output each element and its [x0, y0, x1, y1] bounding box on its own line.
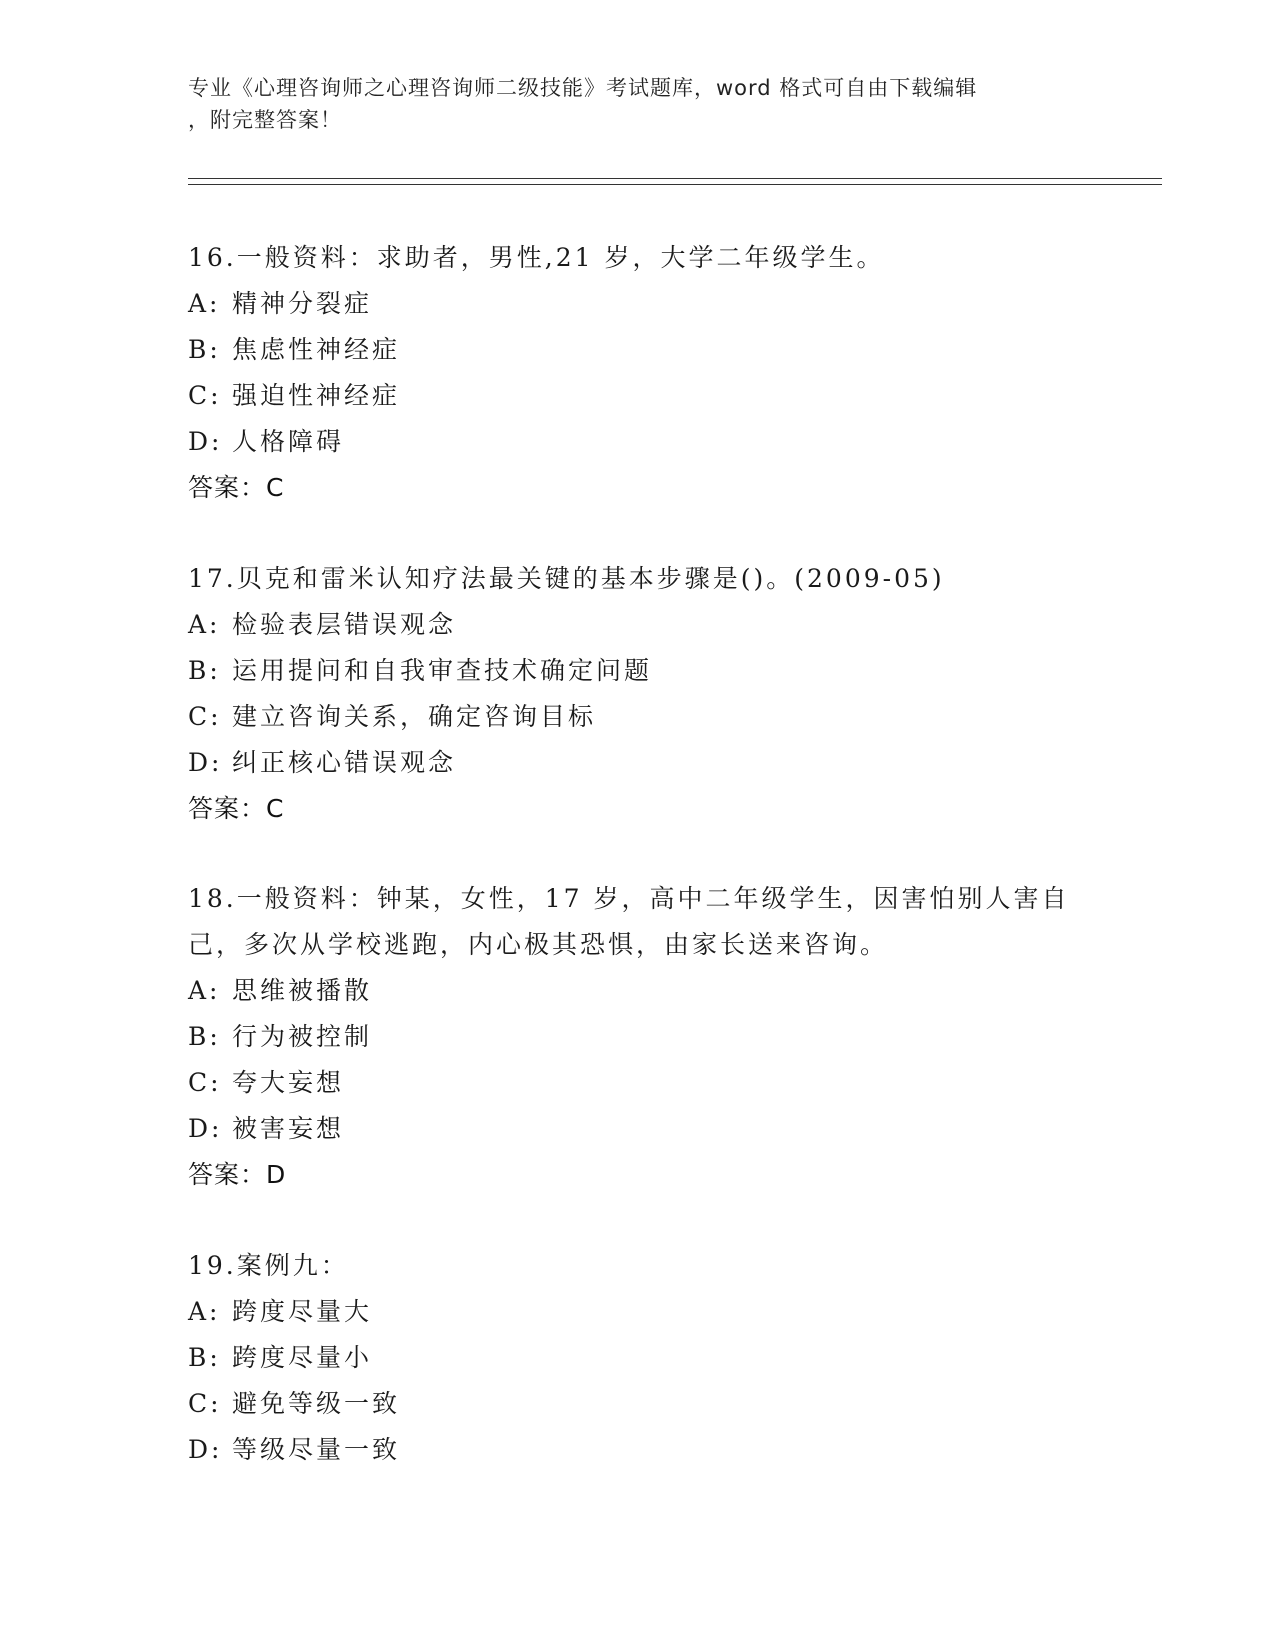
option-text: 跨度尽量小: [232, 1343, 373, 1372]
option-c: [188, 694, 1128, 740]
option-letter: C:: [188, 702, 222, 731]
option-b: [188, 327, 1128, 373]
option-letter: A:: [188, 976, 221, 1005]
question-stem-line-1: 18.一般资料：钟某，女性，17 岁，高中二年级学生，因害怕别人害自: [188, 884, 1070, 913]
option-text: 跨度尽量大: [232, 1297, 373, 1326]
question-stem: 19.案例九：: [188, 1251, 349, 1280]
question-19: [188, 1243, 1128, 1473]
answer-text: 答案：C: [188, 473, 285, 502]
option-d: [188, 1106, 1128, 1152]
option-text: 纠正核心错误观念: [232, 748, 457, 777]
question-17: [188, 556, 1128, 832]
question-16: [188, 235, 1128, 511]
option-text: 精神分裂症: [232, 289, 373, 318]
option-letter: C:: [188, 1068, 222, 1097]
option-text: 避免等级一致: [232, 1389, 401, 1418]
option-c: [188, 1060, 1128, 1106]
option-letter: B:: [188, 335, 221, 364]
header-rule-top: [188, 178, 1162, 179]
option-a: [188, 1289, 1128, 1335]
option-c: [188, 373, 1128, 419]
option-a: [188, 968, 1128, 1014]
document-header: [188, 72, 1088, 136]
option-text: 强迫性神经症: [232, 381, 401, 410]
option-text: 行为被控制: [232, 1022, 373, 1051]
option-a: [188, 281, 1128, 327]
option-c: [188, 1381, 1128, 1427]
option-letter: B:: [188, 1343, 221, 1372]
question-stem: 16.一般资料：求助者，男性,21 岁，大学二年级学生。: [188, 243, 885, 272]
question-stem-line-2: 己，多次从学校逃跑，内心极其恐惧，由家长送来咨询。: [188, 930, 889, 959]
option-letter: A:: [188, 289, 221, 318]
option-text: 运用提问和自我审查技术确定问题: [232, 656, 653, 685]
option-letter: D:: [188, 1114, 223, 1143]
option-text: 焦虑性神经症: [232, 335, 401, 364]
header-rule-bottom: [188, 184, 1162, 185]
option-text: 检验表层错误观念: [232, 610, 457, 639]
option-letter: B:: [188, 1022, 221, 1051]
option-text: 思维被播散: [232, 976, 373, 1005]
option-letter: A:: [188, 1297, 221, 1326]
option-b: [188, 648, 1128, 694]
option-letter: D:: [188, 1435, 223, 1464]
question-stem: 17.贝克和雷米认知疗法最关键的基本步骤是()。(2009-05): [188, 564, 945, 593]
question-18: [188, 876, 1128, 1198]
option-text: 被害妄想: [232, 1114, 345, 1143]
option-letter: B:: [188, 656, 221, 685]
option-a: [188, 602, 1128, 648]
option-letter: C:: [188, 1389, 222, 1418]
header-line-2: ，附完整答案！: [188, 108, 342, 132]
option-d: [188, 740, 1128, 786]
option-d: [188, 1427, 1128, 1473]
option-b: [188, 1335, 1128, 1381]
option-text: 建立咨询关系，确定咨询目标: [232, 702, 597, 731]
answer-text: 答案：C: [188, 794, 285, 823]
option-letter: C:: [188, 381, 222, 410]
option-b: [188, 1014, 1128, 1060]
option-letter: D:: [188, 748, 223, 777]
option-text: 等级尽量一致: [232, 1435, 401, 1464]
header-line-1: 专业《心理咨询师之心理咨询师二级技能》考试题库，word 格式可自由下载编辑: [188, 76, 978, 100]
option-text: 人格障碍: [232, 427, 345, 456]
option-d: [188, 419, 1128, 465]
answer-text: 答案：D: [188, 1160, 287, 1189]
option-letter: A:: [188, 610, 221, 639]
option-text: 夸大妄想: [232, 1068, 345, 1097]
option-letter: D:: [188, 427, 223, 456]
